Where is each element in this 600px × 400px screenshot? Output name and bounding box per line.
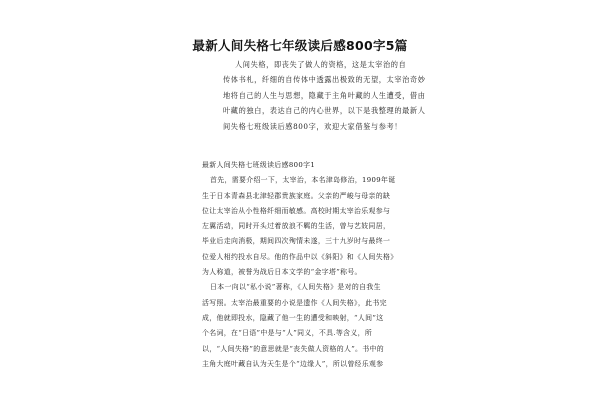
document-title: 最新人间失格七年级读后感800字5篇 [192,38,408,53]
essay-line: 位让太宰治从小性格纤细而敏感。高校时期太宰治乐观参与 [202,206,391,215]
intro-line: 叶藏的独白，表达自己的内心世界，以下是我整理的最新人 [223,106,426,116]
essay-line: 毕业后走向消极，期间四次殉情未遂，三十九岁时与最终一 [202,237,391,246]
essay-section [202,158,422,372]
intro-line: 地将自己的人生与思想，隐藏于主角叶藏的人生遭受，借由 [223,90,426,100]
intro-paragraph [223,57,426,134]
essay-line: 日本一向以“私小说”著称，《人间失格》是对的自我生 [210,283,381,292]
essay-line: 以，“人间失格”的意思就是“丧失做人资格的人”。书中的 [202,344,385,353]
essay-line: 个名词，在“日语”中是与“人”同义，不具.等含义，所 [202,329,373,338]
essay-heading: 最新人间失格七班级读后感800字1 [202,161,316,169]
essay-line: 主角大庭叶藏自认为天生是个“边缘人”，所以曾经乐观参 [202,359,384,368]
essay-line: 生于日本青森县北津轻郡贵族家庭。父亲的严峻与母亲的缺 [202,191,391,200]
essay-line: 位爱人相约投水自尽。他的作品中以《斜阳》和《人间失格》 [202,252,398,261]
essay-line: 左翼活动，同时开头过着放浪不羁的生活，曾与艺妓同居， [202,222,391,231]
intro-line: 传体书札，纤细的自传体中透露出极致的无望，太宰治奇妙 [223,75,426,85]
intro-line: 间失格七班级读后感800字，欢迎大家借鉴与参考！ [223,121,403,131]
essay-line: 首先，需要介绍一下，太宰治，本名津岛修治，1909年诞 [210,176,396,185]
essay-line: 活写照。太宰治最重要的小说是遗作《人间失格》，此书完 [202,298,387,307]
essay-line: 成，他就即投水，隐藏了他一生的遭受和映射，“人间”这 [202,313,384,322]
essay-line: 为人称道，被誉为战后日本文学的“金字塔”称号。 [202,268,362,277]
intro-line: 人间失格，即丧失了做人的资格，这是太宰治的自 [235,60,407,69]
